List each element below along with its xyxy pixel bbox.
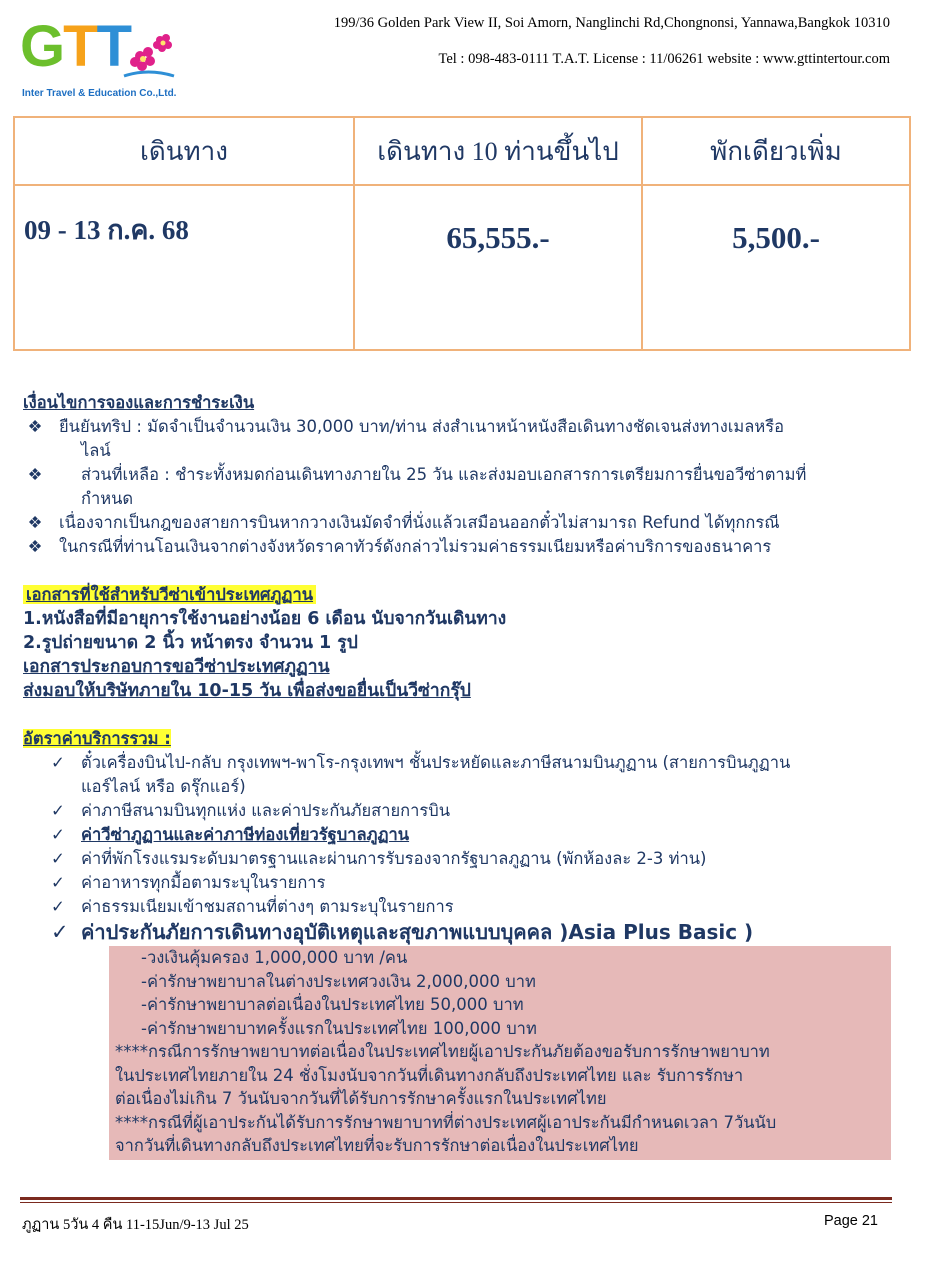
booking-item-continued: กำหนด — [81, 489, 134, 508]
included-item-continued: แอร์ไลน์ หรือ ดรุ๊กแอร์) — [81, 777, 246, 796]
single-supplement: 5,500.- — [642, 185, 910, 350]
price-table-header-row — [14, 117, 910, 185]
visa-doc-note: ส่งมอบให้บริษัทภายใน 10-15 วัน เพื่อส่งขอยื่นเป็นวีซ่ากรุ๊ป — [23, 681, 471, 701]
diamond-bullet-icon: ❖ — [27, 513, 43, 532]
footer-tour-name: ภูฏาน 5วัน 4 คืน 11-15Jun/9-13 Jul 25 — [22, 1217, 249, 1233]
price-table — [13, 116, 911, 351]
insurance-details-box — [109, 946, 891, 1160]
included-item: ✓ ค่าธรรมเนียมเข้าชมสถานที่ต่างๆ ตามระบุในรายการ — [23, 895, 903, 919]
included-item: ✓ ค่าวีซ่าภูฏานและค่าภาษีท่องเที่ยวรัฐบาลภูฏาน — [23, 823, 903, 847]
insurance-note: ในประเทศไทยภายใน 24 ชั่งโมงนับจากวันที่เดินทางกลับถึงประเทศไทย และ รับการรักษา — [115, 1065, 744, 1085]
page-number: Page 21 — [823, 1213, 878, 1229]
check-mark-icon: ✓ — [51, 753, 65, 772]
included-item: ✓ ค่าภาษีสนามบินทุกแห่ง และค่าประกันภัยสายการบิน — [23, 799, 903, 823]
group-price: 65,555.- — [354, 185, 642, 350]
included-item: ✓ ค่าที่พักโรงแรมระดับมาตรฐานและผ่านการรับรองจากรัฐบาลภูฏาน (พักห้องละ 2-3 ท่าน) — [23, 847, 903, 871]
check-mark-icon: ✓ — [51, 849, 65, 868]
booking-title: เงื่อนไขการจองและการชำระเงิน — [23, 393, 255, 412]
company-logo — [20, 14, 177, 110]
insurance-note: ****กรณีการรักษาพยาบาทต่อเนื่องในประเทศไทยผู้เอาประกันภัยต้องขอรับการรักษาพยาบาท — [115, 1042, 770, 1061]
diamond-bullet-icon: ❖ — [27, 417, 43, 436]
footer-divider-thin — [20, 1202, 892, 1203]
visa-doc-line: 2.รูปถ่ายขนาด 2 นิ้ว หน้าตรง จำนวน 1 รูป — [23, 633, 358, 653]
visa-doc-line: 1.หนังสือที่มีอายุการใช้งานอย่างน้อย 6 เดือน นับจากวันเดินทาง — [23, 609, 507, 629]
check-mark-icon: ✓ — [51, 825, 65, 844]
header-group-price: เดินทาง 10 ท่านขึ้นไป — [354, 117, 642, 185]
insurance-note: จากวันที่เดินทางกลับถึงประเทศไทยที่จะรับการรักษาต่อเนื่องในประเทศไทย — [115, 1136, 639, 1155]
check-mark-icon: ✓ — [51, 873, 65, 892]
booking-item: ❖ ส่วนที่เหลือ : ชำระทั้งหมดก่อนเดินทางภายใน 25 วัน และส่งมอบเอกสารการเตรียมการยื่นขอวีซ่าตามที่ — [23, 463, 903, 487]
visa-docs-title: เอกสารที่ใช้สำหรับวีซ่าเข้าประเทศภูฏาน — [23, 585, 316, 604]
visa-doc-note: เอกสารประกอบการขอวีซ่าประเทศภูฏาน — [23, 657, 330, 677]
check-mark-icon: ✓ — [51, 897, 65, 916]
header-departure: เดินทาง — [14, 117, 354, 185]
included-item-insurance: ✓ ค่าประกันภัยการเดินทางอุบัติเหตุและสุขภาพแบบบุคคล )Asia Plus Basic ) — [51, 920, 754, 944]
insurance-line: -ค่ารักษาพยาบาลในต่างประเทศวงเงิน 2,000,000 บาท — [141, 971, 536, 991]
included-title: อัตราค่าบริการรวม : — [23, 729, 171, 748]
price-table-row — [14, 185, 910, 350]
insurance-note: ต่อเนื่องไม่เกิน 7 วันนับจากวันที่ได้รับการรักษาครั้งแรกในประเทศไทย — [115, 1089, 607, 1108]
terms-section — [23, 391, 903, 1160]
pink-flower-icon — [120, 26, 178, 84]
insurance-line: -วงเงินคุ้มครอง 1,000,000 บาท /คน — [141, 948, 408, 967]
company-contact: Tel : 098-483-0111 T.A.T. License : 11/06261 website : www.gttintertour.com — [438, 51, 890, 67]
booking-item: ❖ ยืนยันทริป : มัดจำเป็นจำนวนเงิน 30,000 บาท/ท่าน ส่งสำเนาหน้าหนังสือเดินทางชัดเจนส่งทางเมลหรือ — [23, 415, 903, 439]
insurance-line: -ค่ารักษาพยาบาลต่อเนื่องในประเทศไทย 50,000 บาท — [141, 995, 524, 1014]
included-item: ✓ ตั๋วเครื่องบินไป-กลับ กรุงเทพฯ-พาโร-กรุงเทพฯ ชั้นประหยัดและภาษีสนามบินภูฏาน (สายการบินภูฏาน — [23, 751, 903, 775]
included-item: ✓ ค่าอาหารทุกมื้อตามระบุในรายการ — [23, 871, 903, 895]
booking-item: ❖ เนื่องจากเป็นกฎของสายการบินหากวางเงินมัดจำที่นั่งแล้วเสมือนออกตั๋วไม่สามารถ Refund ได้ทุกกรณี — [23, 511, 903, 535]
check-mark-icon: ✓ — [51, 920, 69, 944]
header-single-supplement: พักเดียวเพิ่ม — [642, 117, 910, 185]
footer-divider — [20, 1197, 892, 1200]
booking-item: ❖ ในกรณีที่ท่านโอนเงินจากต่างจังหวัดราคาทัวร์ดังกล่าวไม่รวมค่าธรรมเนียมหรือค่าบริการของธนาคาร — [23, 535, 903, 559]
departure-date: 09 - 13 ก.ค. 68 — [14, 185, 354, 350]
logo-wordmark: GTT — [20, 14, 130, 79]
check-mark-icon: ✓ — [51, 801, 65, 820]
diamond-bullet-icon: ❖ — [27, 537, 43, 556]
logo-caption: Inter Travel & Education Co.,Ltd. — [22, 88, 177, 99]
diamond-bullet-icon: ❖ — [27, 465, 43, 484]
company-address: 199/36 Golden Park View II, Soi Amorn, Nanglinchi Rd,Chongnonsi, Yannawa,Bangkok 10310 — [333, 15, 890, 31]
insurance-note: ****กรณีที่ผู้เอาประกันได้รับการรักษาพยาบาทที่ต่างประเทศผู้เอาประกันมีกำหนดเวลา 7วันนับ — [115, 1112, 777, 1132]
insurance-line: -ค่ารักษาพยาบาทครั้งแรกในประเทศไทย 100,000 บาท — [141, 1018, 537, 1038]
booking-item-continued: ไลน์ — [81, 441, 111, 460]
